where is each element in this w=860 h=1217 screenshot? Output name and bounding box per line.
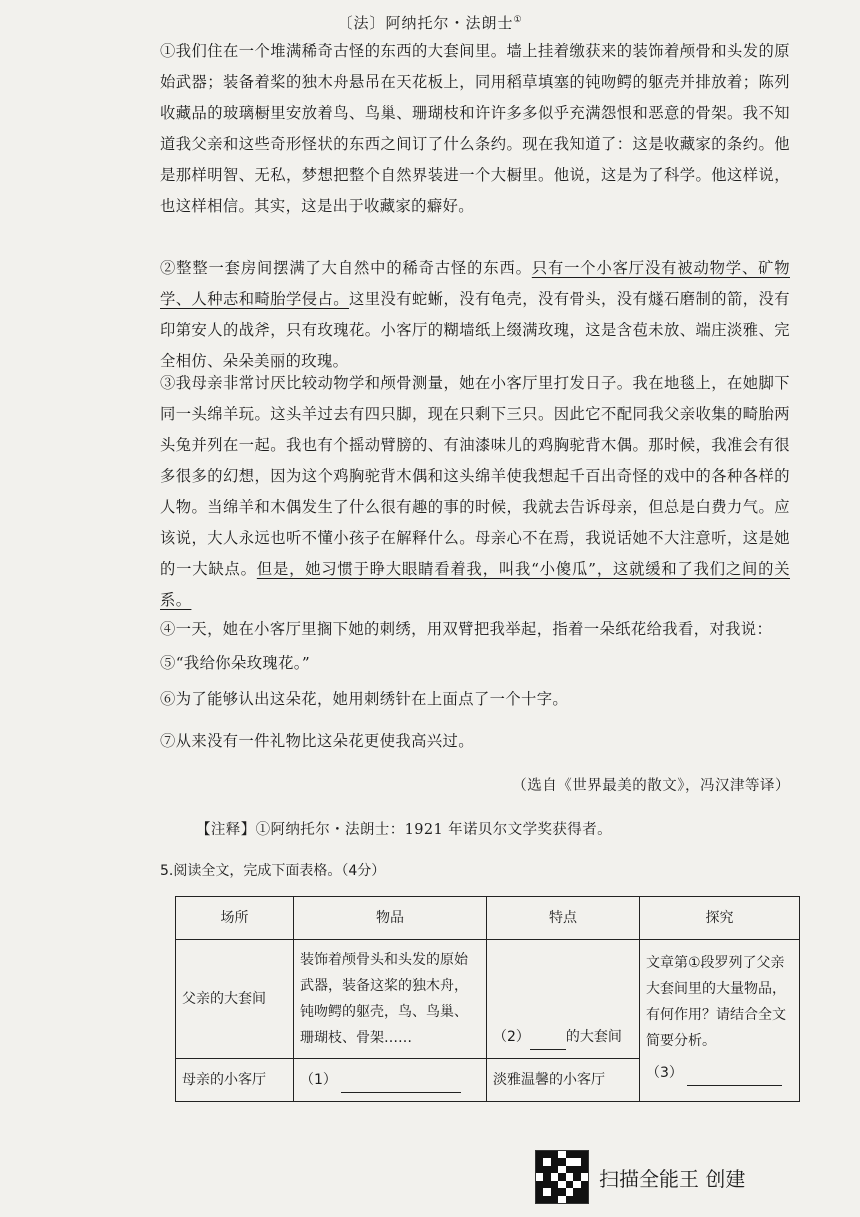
paragraph-7: ⑦从来没有一件礼物比这朵花更使我高兴过。 bbox=[160, 732, 474, 750]
paragraph-2 bbox=[160, 253, 790, 377]
scanner-watermark bbox=[535, 1150, 745, 1204]
table-row bbox=[176, 940, 800, 1059]
header-inquiry: 探究 bbox=[640, 897, 800, 940]
source-citation: （选自《世界最美的散文》，冯汉津等译） bbox=[512, 778, 790, 794]
paragraph-2-lead: ②整整一套房间摆满了大自然中的稀奇古怪的东西。 bbox=[160, 259, 532, 277]
items-mother-prefix: （1） bbox=[300, 1072, 337, 1088]
paragraph-2-underlined-sentence: 只有一个小客厅没有被动物学、矿物学、人种志和畸胎学侵占。 bbox=[160, 259, 790, 308]
qr-code-icon bbox=[535, 1150, 589, 1204]
place-father: 父亲的大套间 bbox=[176, 940, 294, 1059]
inquiry-cell bbox=[640, 940, 800, 1102]
answer-table bbox=[175, 896, 800, 1102]
paragraph-6: ⑥为了能够认出这朵花，她用刺绣针在上面点了一个十字。 bbox=[160, 690, 569, 708]
answer-blank-2[interactable] bbox=[530, 1031, 566, 1050]
paragraph-3 bbox=[160, 368, 790, 616]
inquiry-question: 文章第①段罗列了父亲大套间里的大量物品，有何作用？请结合全文简要分析。 bbox=[646, 955, 786, 1049]
annotation-note: 【注释】①阿纳托尔・法朗士：1921 年诺贝尔文学奖获得者。 bbox=[196, 822, 613, 838]
header-place: 场所 bbox=[176, 897, 294, 940]
paragraph-4: ④一天，她在小客厅里搁下她的刺绣，用双臂把我举起，指着一朵纸花给我看，对我说： bbox=[160, 620, 773, 638]
paragraph-1: ①我们住在一个堆满稀奇古怪的东西的大套间里。墙上挂着缴获来的装饰着颅骨和头发的原始武器；装备着桨的独木舟悬吊在天花板上，同用稻草填塞的钝吻鳄的躯壳并排放着；陈列收藏品的玻璃橱里安放着鸟、鸟巢、珊瑚枝和许许多多似乎充满怨恨和恶意的骨架。我不知道我父亲和这些奇形怪状的东西之间订了什么条约。现在我知道了：这是收藏家的条约。他是那样明智、无私，梦想把整个自然界装进一个大橱里。他说，这是为了科学。他这样说，也这样相信。其实，这是出于收藏家的癖好。 bbox=[160, 42, 790, 215]
author-name: 〔法〕阿纳托尔・法朗士 bbox=[337, 14, 514, 32]
items-mother-cell bbox=[294, 1059, 487, 1102]
inquiry-prefix: （3） bbox=[646, 1065, 683, 1081]
header-feature: 特点 bbox=[487, 897, 640, 940]
watermark-text: 扫描全能王 创建 bbox=[599, 1166, 746, 1191]
feature-father-cell bbox=[487, 940, 640, 1059]
answer-blank-3[interactable] bbox=[687, 1067, 782, 1086]
paragraph-5: ⑤“我给你朵玫瑰花。” bbox=[160, 654, 311, 672]
paragraph-2-rest: 这里没有蛇蜥，没有龟壳，没有骨头，没有燧石磨制的箭，没有印第安人的战斧，只有玫瑰花。小客厅的糊墙纸上缀满玫瑰，这是含苞未放、端庄淡雅、完全相仿、朵朵美丽的玫瑰。 bbox=[160, 290, 790, 370]
answer-blank-1[interactable] bbox=[341, 1074, 461, 1093]
essay-author-header bbox=[0, 12, 860, 33]
paragraph-3-text: ③我母亲非常讨厌比较动物学和颅骨测量，她在小客厅里打发日子。我在地毯上，在她脚下同一头绵羊玩。这头羊过去有四只脚，现在只剩下三只。因此它不配同我父亲收集的畸胎两头兔并列在一起。我也有个摇动臂膀的、有油漆味儿的鸡胸驼背木偶。那时候，我准会有很多很多的幻想，因为这个鸡胸驼背木偶和这头绵羊使我想起千百出奇怪的戏中的各种各样的人物。当绵羊和木偶发生了什么很有趣的事的时候，我就去告诉母亲，但总是白费力气。应该说，大人永远也听不懂小孩子在解释什么。母亲心不在焉，我说话她不大注意听，这是她的一大缺点。 bbox=[160, 374, 790, 578]
feature-mother: 淡雅温馨的小客厅 bbox=[487, 1059, 640, 1102]
place-mother: 母亲的小客厅 bbox=[176, 1059, 294, 1102]
question-5: 5.阅读全文，完成下面表格。（4分） bbox=[160, 863, 386, 879]
feature-father-suffix: 的大套间 bbox=[565, 1029, 622, 1045]
footnote-mark: ① bbox=[513, 15, 523, 25]
feature-father-prefix: （2） bbox=[493, 1029, 530, 1045]
items-father: 装饰着颅骨头和头发的原始武器，装备这桨的独木舟，钝吻鳄的躯壳，鸟、鸟巢、珊瑚枝、骨架…… bbox=[294, 940, 487, 1059]
inquiry-answer-line bbox=[646, 1060, 793, 1086]
table-header-row bbox=[176, 897, 800, 940]
header-items: 物品 bbox=[294, 897, 487, 940]
paragraph-3-underlined-sentence: 但是，她习惯于睁大眼睛看着我，叫我“小傻瓜”，这就缓和了我们之间的关系。 bbox=[160, 560, 790, 609]
